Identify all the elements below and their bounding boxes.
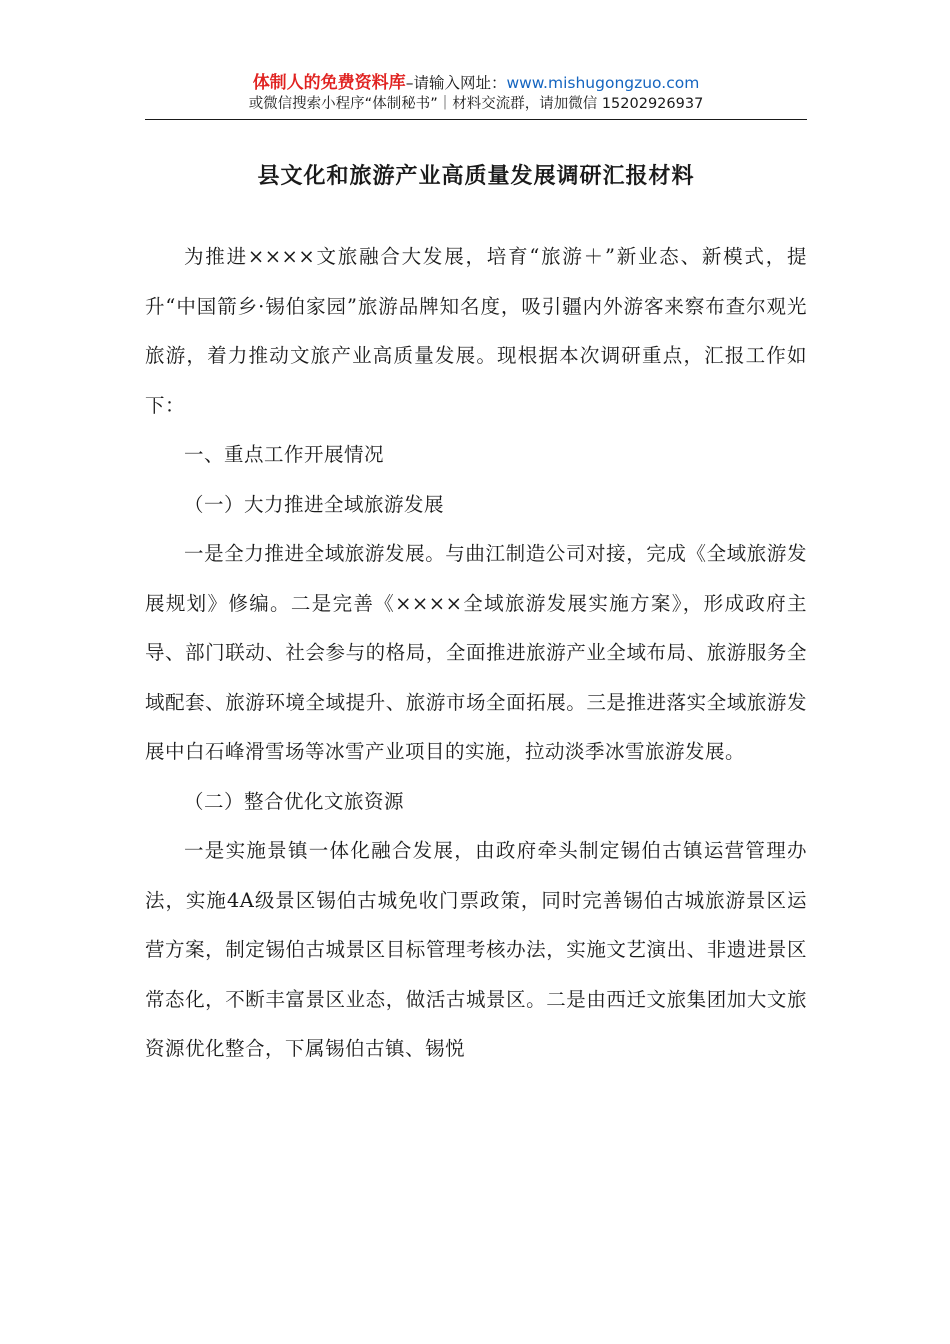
page-header xyxy=(145,72,807,120)
body-paragraph-1: 一是全力推进全域旅游发展。与曲江制造公司对接，完成《全域旅游发展规划》修编。二是完善《××××全域旅游发展实施方案》，形成政府主导、部门联动、社会参与的格局，全面推进旅游产业全域布局、旅游服务全域配套、旅游环境全域提升、旅游市场全面拓展。三是推进落实全域旅游发展中白石峰滑雪场等冰雪产业项目的实施，拉动淡季冰雪旅游发展。 xyxy=(145,542,807,763)
header-prompt: –请输入网址： xyxy=(405,74,507,92)
subsection-heading-1: （一）大力推进全域旅游发展 xyxy=(184,492,445,516)
section-heading-1: 一、重点工作开展情况 xyxy=(184,443,385,466)
header-line-2: 或微信搜索小程序“体制秘书”｜材料交流群，请加微信 15202926937 xyxy=(248,96,704,112)
subsection-heading-2: （二）整合优化文旅资源 xyxy=(184,789,405,813)
header-line-1 xyxy=(145,72,807,94)
body-paragraph-2: 一是实施景镇一体化融合发展，由政府牵头制定锡伯古镇运营管理办法，实施4A级景区锡伯古城免收门票政策，同时完善锡伯古城旅游景区运营方案，制定锡伯古城景区目标管理考核办法，实施文艺演出、非遗进景区常态化，不断丰富景区业态，做活古城景区。二是由西迁文旅集团加大文旅资源优化整合，下属锡伯古镇、锡悦 xyxy=(145,839,807,1060)
header-brand: 体制人的免费资料库 xyxy=(252,73,406,93)
document-body xyxy=(145,232,807,1074)
document-title: 县文化和旅游产业高质量发展调研汇报材料 xyxy=(257,163,695,189)
header-url-link[interactable]: www.mishugongzuo.com xyxy=(506,74,700,92)
intro-paragraph: 为推进××××文旅融合大发展，培育“旅游＋”新业态、新模式，提升“中国箭乡·锡伯家园”旅游品牌知名度，吸引疆内外游客来察布查尔观光旅游，着力推动文旅产业高质量发展。现根据本次调研重点，汇报工作如下： xyxy=(145,245,807,417)
header-divider xyxy=(145,119,807,120)
